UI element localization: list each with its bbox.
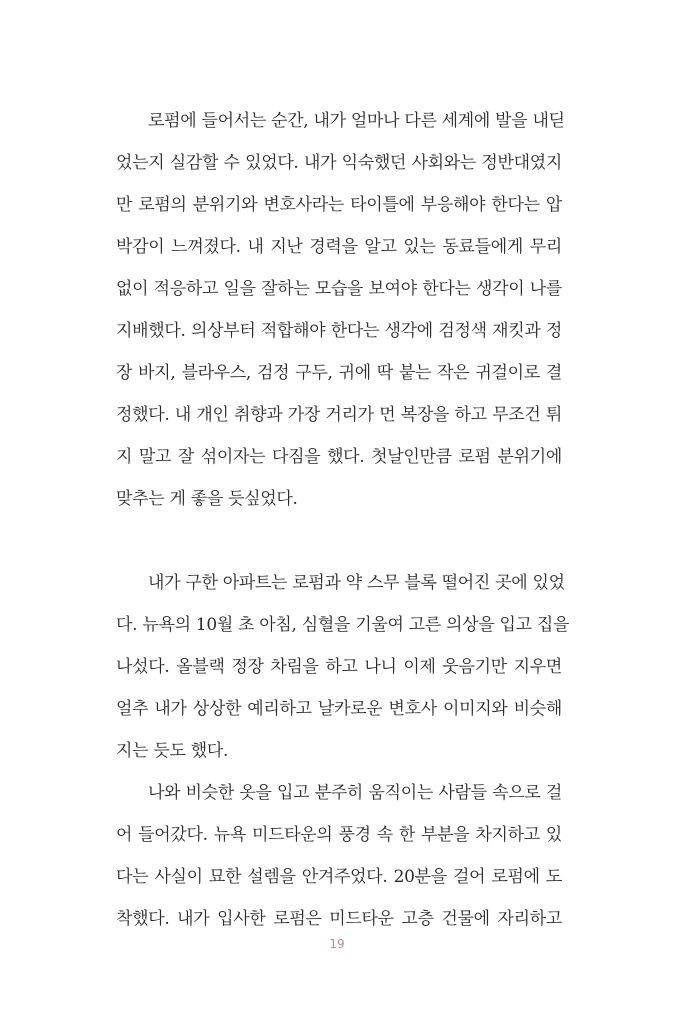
text-line: 다는 사실이 묘한 설렘을 안겨주었다. 20분을 걸어 로펌에 도 (116, 867, 562, 887)
paragraph-3 (116, 772, 562, 940)
text-line: 었는지 실감할 수 있었다. 내가 익숙했던 사회와는 정반대였지 (116, 153, 562, 173)
text-line: 내가 구한 아파트는 로펌과 약 스무 블록 떨어진 곳에 있었 (148, 573, 565, 593)
text-line: 나섰다. 올블랙 정장 차림을 하고 나니 이제 웃음기만 지우면 (116, 657, 562, 677)
text-line: 지는 듯도 했다. (116, 741, 229, 761)
text-line: 없이 적응하고 일을 잘하는 모습을 보여야 한다는 생각이 나를 (116, 279, 562, 299)
body-text (116, 100, 570, 940)
paragraph-2 (116, 562, 570, 772)
text-line: 지배했다. 의상부터 적합해야 한다는 생각에 검정색 재킷과 정 (116, 321, 562, 341)
text-line: 맞추는 게 좋을 듯싶었다. (116, 489, 298, 509)
text-line: 정했다. 내 개인 취향과 가장 거리가 먼 복장을 하고 무조건 튀 (116, 405, 562, 425)
paragraph-spacer (116, 520, 562, 562)
text-line: 장 바지, 블라우스, 검정 구두, 귀에 딱 붙는 작은 귀걸이로 결 (116, 363, 562, 383)
text-line: 나와 비슷한 옷을 입고 분주히 움직이는 사람들 속으로 걸 (148, 783, 562, 803)
text-line: 만 로펌의 분위기와 변호사라는 타이틀에 부응해야 한다는 압 (116, 195, 562, 215)
text-line: 박감이 느껴졌다. 내 지난 경력을 알고 있는 동료들에게 무리 (116, 237, 562, 257)
text-line: 어 들어갔다. 뉴욕 미드타운의 풍경 속 한 부분을 차지하고 있 (116, 825, 562, 845)
text-line: 얼추 내가 상상한 예리하고 날카로운 변호사 이미지와 비슷해 (116, 699, 562, 719)
paragraph-1 (116, 100, 565, 520)
text-line: 지 말고 잘 섞이자는 다짐을 했다. 첫날인만큼 로펌 분위기에 (116, 447, 562, 467)
text-line: 착했다. 내가 입사한 로펌은 미드타운 고층 건물에 자리하고 (116, 909, 562, 929)
page-number: 19 (329, 937, 345, 951)
text-line: 로펌에 들어서는 순간, 내가 얼마나 다른 세계에 발을 내딛 (148, 111, 565, 131)
text-line: 다. 뉴욕의 10월 초 아침, 심혈을 기울여 고른 의상을 입고 집을 (116, 615, 570, 635)
